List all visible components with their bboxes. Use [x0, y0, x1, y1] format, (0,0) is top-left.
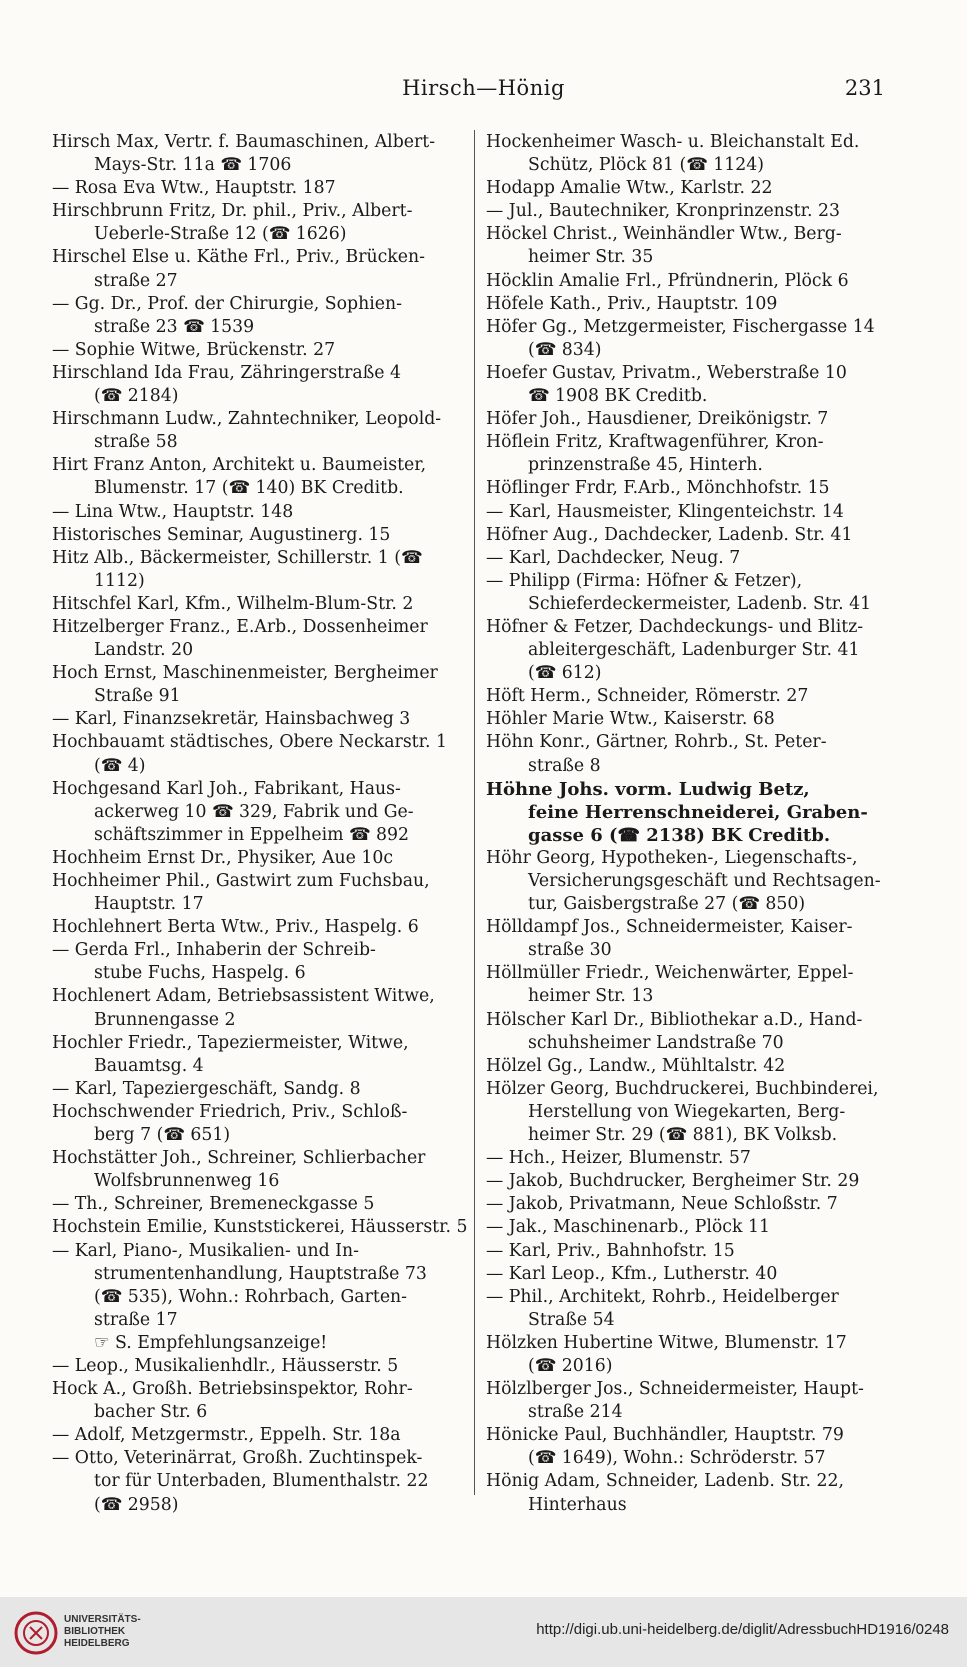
- directory-line: — Karl, Finanzsekretär, Hainsbachweg 3: [52, 709, 411, 730]
- directory-line: tor für Unterbaden, Blumenthalstr. 22: [94, 1471, 429, 1492]
- directory-line: — Otto, Veterinärrat, Großh. Zuchtinspek-: [52, 1448, 423, 1469]
- directory-line: straße 17: [94, 1309, 178, 1330]
- directory-line: Brunnengasse 2: [94, 1009, 236, 1030]
- directory-line: Hochstein Emilie, Kunststickerei, Häusserstr. 5: [52, 1217, 467, 1238]
- directory-line: — Jakob, Privatmann, Neue Schloßstr. 7: [486, 1194, 838, 1215]
- directory-line: straße 30: [528, 940, 612, 961]
- library-logo-text: [64, 1614, 141, 1650]
- directory-line: Höfer Joh., Hausdiener, Dreikönigstr. 7: [486, 409, 829, 430]
- directory-line: Höfele Kath., Priv., Hauptstr. 109: [486, 293, 778, 314]
- directory-line: (☎ 612): [528, 663, 602, 684]
- directory-line: Hochbauamt städtisches, Obere Neckarstr. 1: [52, 732, 447, 753]
- directory-line: Blumenstr. 17 (☎ 140) BK Creditb.: [94, 478, 404, 499]
- directory-line: Höckel Christ., Weinhändler Wtw., Berg-: [486, 224, 842, 245]
- directory-line: — Phil., Architekt, Rohrb., Heidelberger: [486, 1286, 839, 1307]
- directory-line: Straße 91: [94, 686, 181, 707]
- directory-line: — Sophie Witwe, Brückenstr. 27: [52, 339, 336, 360]
- directory-line: — Karl, Tapeziergeschäft, Sandg. 8: [52, 1078, 361, 1099]
- directory-line: Hönig Adam, Schneider, Ladenb. Str. 22,: [486, 1471, 844, 1492]
- directory-line: ableitergeschäft, Ladenburger Str. 41: [528, 640, 860, 661]
- directory-line: Höhr Georg, Hypotheken-, Liegenschafts-,: [486, 847, 858, 868]
- university-seal-icon: [14, 1611, 58, 1655]
- directory-line: Hölzel Gg., Landw., Mühltalstr. 42: [486, 1055, 786, 1076]
- directory-line: Hitschfel Karl, Kfm., Wilhelm-Blum-Str. 2: [52, 593, 414, 614]
- footer-bar: [0, 1597, 967, 1667]
- directory-line: Hirt Franz Anton, Architekt u. Baumeister,: [52, 455, 427, 476]
- directory-line: Hochgesand Karl Joh., Fabrikant, Haus-: [52, 778, 401, 799]
- directory-line: Hodapp Amalie Wtw., Karlstr. 22: [486, 178, 773, 199]
- directory-line: Hochstätter Joh., Schreiner, Schlierbacher: [52, 1148, 426, 1169]
- directory-line: Versicherungsgeschäft und Rechtsagen-: [528, 871, 881, 891]
- directory-line: — Th., Schreiner, Bremeneckgasse 5: [52, 1194, 375, 1215]
- directory-line: Hochlehnert Berta Wtw., Priv., Haspelg. 6: [52, 917, 419, 938]
- directory-line: heimer Str. 35: [528, 247, 654, 268]
- directory-line: Hochlenert Adam, Betriebsassistent Witwe,: [52, 986, 435, 1007]
- directory-line: — Leop., Musikalienhdlr., Häusserstr. 5: [52, 1355, 399, 1376]
- directory-line: Höfer Gg., Metzgermeister, Fischergasse 14: [486, 316, 875, 337]
- directory-line: Schütz, Plöck 81 (☎ 1124): [528, 155, 764, 176]
- column-divider: [474, 130, 475, 1495]
- directory-line: — Adolf, Metzgermstr., Eppelh. Str. 18a: [52, 1425, 401, 1446]
- page-title: Hirsch—Hönig: [402, 76, 565, 100]
- directory-line: — Lina Wtw., Hauptstr. 148: [52, 501, 294, 522]
- directory-line: stube Fuchs, Haspelg. 6: [94, 963, 306, 984]
- directory-line: (☎ 834): [528, 339, 602, 360]
- directory-line: Mays-Str. 11a ☎ 1706: [94, 155, 292, 176]
- page-number: 231: [844, 76, 885, 100]
- directory-line: Straße 54: [528, 1309, 615, 1330]
- directory-line: Historisches Seminar, Augustinerg. 15: [52, 524, 391, 545]
- directory-line: — Gerda Frl., Inhaberin der Schreib-: [52, 940, 376, 961]
- directory-line: (☎ 2184): [94, 386, 179, 407]
- directory-line: Hölscher Karl Dr., Bibliothekar a.D., Hand-: [486, 1009, 863, 1030]
- directory-line: (☎ 1649), Wohn.: Schröderstr. 57: [528, 1448, 826, 1469]
- directory-line: Hoch Ernst, Maschinenmeister, Bergheimer: [52, 663, 438, 684]
- directory-line: (☎ 4): [94, 755, 146, 776]
- directory-line: — Jul., Bautechniker, Kronprinzenstr. 23: [486, 201, 840, 222]
- directory-line: Höhler Marie Wtw., Kaiserstr. 68: [486, 709, 775, 730]
- directory-line: — Gg. Dr., Prof. der Chirurgie, Sophien-: [52, 293, 402, 314]
- directory-line: Höft Herm., Schneider, Römerstr. 27: [486, 686, 809, 707]
- directory-line: straße 8: [528, 755, 601, 776]
- directory-line: Höhn Konr., Gärtner, Rohrb., St. Peter-: [486, 732, 827, 753]
- directory-line: — Karl, Hausmeister, Klingenteichstr. 14: [486, 501, 844, 522]
- page-header: [0, 76, 967, 106]
- directory-line: prinzenstraße 45, Hinterh.: [528, 455, 763, 476]
- directory-line: feine Herrenschneiderei, Graben-: [528, 801, 868, 823]
- directory-line: Hitz Alb., Bäckermeister, Schillerstr. 1 (☎: [52, 547, 423, 568]
- directory-line: — Karl, Piano-, Musikalien- und In-: [52, 1240, 359, 1261]
- directory-line: Hoefer Gustav, Privatm., Weberstraße 10: [486, 362, 847, 383]
- directory-line: Höfner Aug., Dachdecker, Ladenb. Str. 41: [486, 524, 853, 545]
- directory-line: Höflinger Frdr, F.Arb., Mönchhofstr. 15: [486, 478, 830, 499]
- directory-line: Hochheimer Phil., Gastwirt zum Fuchsbau,: [52, 871, 430, 891]
- directory-line: Hölzer Georg, Buchdruckerei, Buchbinderei,: [486, 1078, 879, 1099]
- directory-line: — Jakob, Buchdrucker, Bergheimer Str. 29: [486, 1171, 860, 1192]
- directory-line: — Karl, Priv., Bahnhofstr. 15: [486, 1240, 735, 1261]
- directory-line: Hirschel Else u. Käthe Frl., Priv., Brücken-: [52, 247, 425, 268]
- directory-line: Höfner & Fetzer, Dachdeckungs- und Blitz-: [486, 616, 864, 637]
- directory-line: — Jak., Maschinenarb., Plöck 11: [486, 1217, 770, 1238]
- directory-line: Hinterhaus: [528, 1494, 627, 1515]
- directory-line: strumentenhandlung, Hauptstraße 73: [94, 1263, 427, 1284]
- directory-line: Hirschmann Ludw., Zahntechniker, Leopold-: [52, 409, 442, 430]
- directory-line: heimer Str. 13: [528, 986, 654, 1007]
- directory-line: Höcklin Amalie Frl., Pfründnerin, Plöck 6: [486, 270, 849, 291]
- directory-line: schuhsheimer Landstraße 70: [528, 1032, 784, 1053]
- directory-line: (☎ 2958): [94, 1494, 179, 1515]
- directory-line: Hockenheimer Wasch- u. Bleichanstalt Ed.: [486, 132, 860, 152]
- directory-line: Bauamtsg. 4: [94, 1055, 204, 1076]
- directory-line: straße 27: [94, 270, 178, 291]
- directory-line: tur, Gaisbergstraße 27 (☎ 850): [528, 894, 806, 915]
- right-column: [486, 131, 891, 1517]
- logo-line-3: HEIDELBERG: [64, 1638, 130, 1649]
- left-column: [52, 131, 467, 1517]
- directory-line: straße 23 ☎ 1539: [94, 316, 255, 337]
- directory-line: Hock A., Großh. Betriebsinspektor, Rohr-: [52, 1379, 413, 1400]
- directory-line: — Philipp (Firma: Höfner & Fetzer),: [486, 570, 803, 591]
- directory-line: Hitzelberger Franz., E.Arb., Dossenheimer: [52, 616, 428, 637]
- directory-line: ☞ S. Empfehlungsanzeige!: [94, 1332, 328, 1353]
- directory-line: ackerweg 10 ☎ 329, Fabrik und Ge-: [94, 801, 414, 822]
- directory-line: Hirsch Max, Vertr. f. Baumaschinen, Albert-: [52, 132, 436, 152]
- directory-line: Hölzlberger Jos., Schneidermeister, Haupt-: [486, 1379, 864, 1400]
- directory-line: (☎ 2016): [528, 1355, 613, 1376]
- directory-line: Höflein Fritz, Kraftwagenführer, Kron-: [486, 432, 824, 453]
- directory-line: — Rosa Eva Wtw., Hauptstr. 187: [52, 178, 336, 199]
- directory-line: Wolfsbrunnenweg 16: [94, 1171, 280, 1192]
- directory-line: ☎ 1908 BK Creditb.: [528, 386, 708, 407]
- directory-line: Landstr. 20: [94, 640, 194, 661]
- directory-line: Höllmüller Friedr., Weichenwärter, Eppel-: [486, 963, 854, 984]
- directory-line: (☎ 535), Wohn.: Rohrbach, Garten-: [94, 1286, 408, 1307]
- directory-line: — Hch., Heizer, Blumenstr. 57: [486, 1148, 751, 1169]
- directory-line: Hölzken Hubertine Witwe, Blumenstr. 17: [486, 1332, 847, 1353]
- directory-line: Ueberle-Straße 12 (☎ 1626): [94, 224, 347, 245]
- directory-line: Hauptstr. 17: [94, 894, 204, 915]
- directory-line: heimer Str. 29 (☎ 881), BK Volksb.: [528, 1125, 838, 1146]
- directory-line: Hirschland Ida Frau, Zähringerstraße 4: [52, 362, 401, 383]
- directory-line: bacher Str. 6: [94, 1402, 208, 1423]
- directory-line: Hochler Friedr., Tapeziermeister, Witwe,: [52, 1032, 409, 1053]
- directory-line: Hochheim Ernst Dr., Physiker, Aue 10c: [52, 847, 394, 868]
- directory-line: schäftszimmer in Eppelheim ☎ 892: [94, 824, 409, 845]
- directory-line: straße 58: [94, 432, 178, 453]
- directory-line: Herstellung von Wiegekarten, Berg-: [528, 1101, 846, 1122]
- directory-line: Hölldampf Jos., Schneidermeister, Kaiser-: [486, 917, 853, 938]
- directory-line: berg 7 (☎ 651): [94, 1125, 231, 1146]
- directory-line: Hönicke Paul, Buchhändler, Hauptstr. 79: [486, 1425, 844, 1446]
- directory-line: — Karl Leop., Kfm., Lutherstr. 40: [486, 1263, 778, 1284]
- directory-line: gasse 6 (☎ 2138) BK Creditb.: [528, 824, 831, 846]
- source-url[interactable]: http://digi.ub.uni-heidelberg.de/diglit/AdressbuchHD1916/0248: [536, 1621, 949, 1638]
- directory-line: — Karl, Dachdecker, Neug. 7: [486, 547, 741, 568]
- logo-line-1: UNIVERSITÄTS-: [64, 1614, 141, 1625]
- directory-line: Höhne Johs. vorm. Ludwig Betz,: [486, 778, 810, 800]
- directory-line: straße 214: [528, 1402, 623, 1423]
- directory-line: 1112): [94, 570, 145, 591]
- directory-line: Hochschwender Friedrich, Priv., Schloß-: [52, 1101, 408, 1122]
- directory-line: Schieferdeckermeister, Ladenb. Str. 41: [528, 593, 872, 614]
- logo-line-2: BIBLIOTHEK: [64, 1626, 126, 1637]
- directory-line: Hirschbrunn Fritz, Dr. phil., Priv., Albert-: [52, 201, 413, 222]
